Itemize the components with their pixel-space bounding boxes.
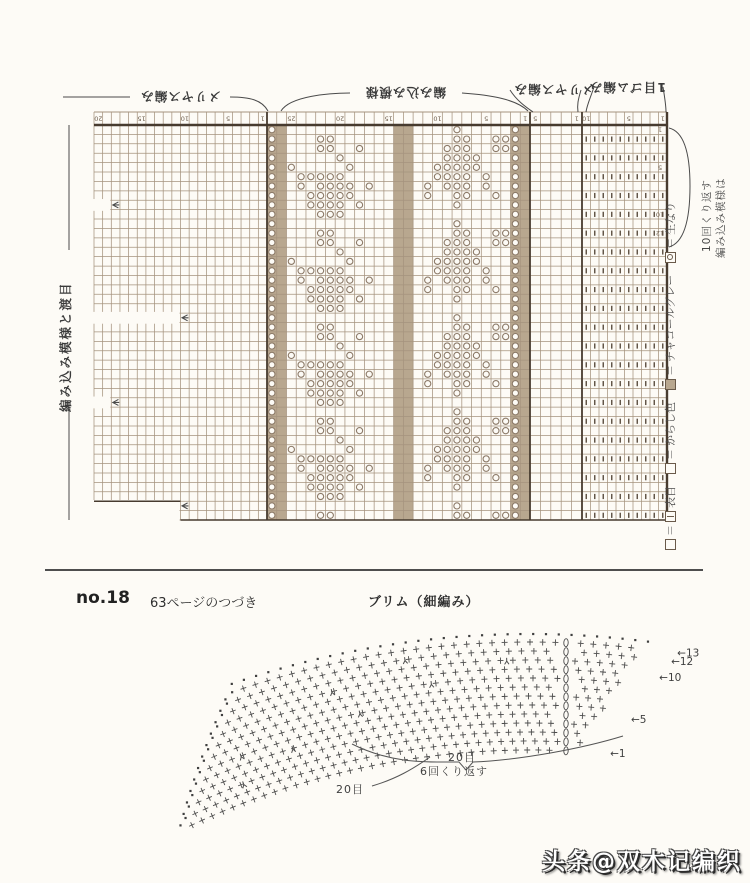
- brim-stitches: [188, 639, 638, 829]
- equals-sign: ＝: [664, 525, 677, 536]
- svg-text:15: 15: [137, 114, 146, 123]
- svg-text:1: 1: [523, 114, 528, 123]
- pattern-number: no.18: [76, 588, 130, 608]
- svg-text:1: 1: [660, 114, 665, 123]
- legend-label: からし色: [664, 402, 677, 446]
- svg-text:10: 10: [433, 114, 442, 123]
- svg-text:←1: ←1: [610, 747, 626, 760]
- svg-text:←12: ←12: [671, 655, 694, 668]
- svg-text:10: 10: [180, 114, 189, 123]
- svg-text:10: 10: [582, 114, 591, 123]
- label-stockinette-right: メリヤス編み: [513, 82, 595, 97]
- svg-text:←10: ←10: [659, 672, 682, 685]
- watermark: 头条@双木记编织: [542, 849, 742, 875]
- svg-text:20: 20: [335, 114, 345, 123]
- continued-note: 63ページのつづき: [150, 596, 258, 611]
- label-left-vertical: 編み込み模様と渡目: [58, 281, 73, 412]
- svg-text:5: 5: [226, 114, 231, 123]
- svg-text:5: 5: [657, 163, 663, 172]
- label-colorwork: 編み込み模様: [365, 85, 447, 100]
- svg-text:5: 5: [484, 114, 489, 123]
- legend-label: 表目: [664, 486, 677, 508]
- svg-text:12: 12: [655, 229, 665, 238]
- note-repeat-line2: 10回くり返す: [701, 179, 713, 252]
- brim-edge-stitches: 20目: [336, 783, 364, 796]
- brim-repeat-times: 6回くり返す: [420, 765, 488, 778]
- label-rib: 1目ゴム編み: [588, 80, 667, 95]
- label-stockinette-left: メリヤス編み: [140, 89, 221, 104]
- equals-sign: ＝: [664, 449, 677, 460]
- svg-text:15: 15: [384, 114, 393, 123]
- equals-sign: ＝: [664, 237, 677, 249]
- legend-label: 生なり: [664, 201, 677, 235]
- svg-text:20: 20: [94, 114, 103, 123]
- svg-text:1: 1: [657, 125, 663, 134]
- legend-label: チャコールグレー: [664, 274, 677, 362]
- svg-text:1: 1: [574, 114, 579, 123]
- brim-repeat-stitches: 20目: [448, 751, 476, 764]
- equals-sign: ＝: [664, 365, 677, 376]
- note-repeat-line1: 編み込み模様は: [715, 177, 727, 258]
- svg-text:←5: ←5: [630, 713, 647, 726]
- brim-chain-ovals: [564, 639, 569, 755]
- svg-text:5: 5: [533, 114, 538, 123]
- brim-edge-dots: [179, 633, 649, 827]
- svg-text:5: 5: [626, 114, 631, 123]
- svg-text:←13: ←13: [677, 647, 700, 660]
- svg-text:25: 25: [287, 114, 296, 123]
- svg-text:10: 10: [655, 210, 665, 219]
- brim-title: ブリム（細編み）: [368, 595, 480, 610]
- svg-text:1: 1: [260, 114, 265, 123]
